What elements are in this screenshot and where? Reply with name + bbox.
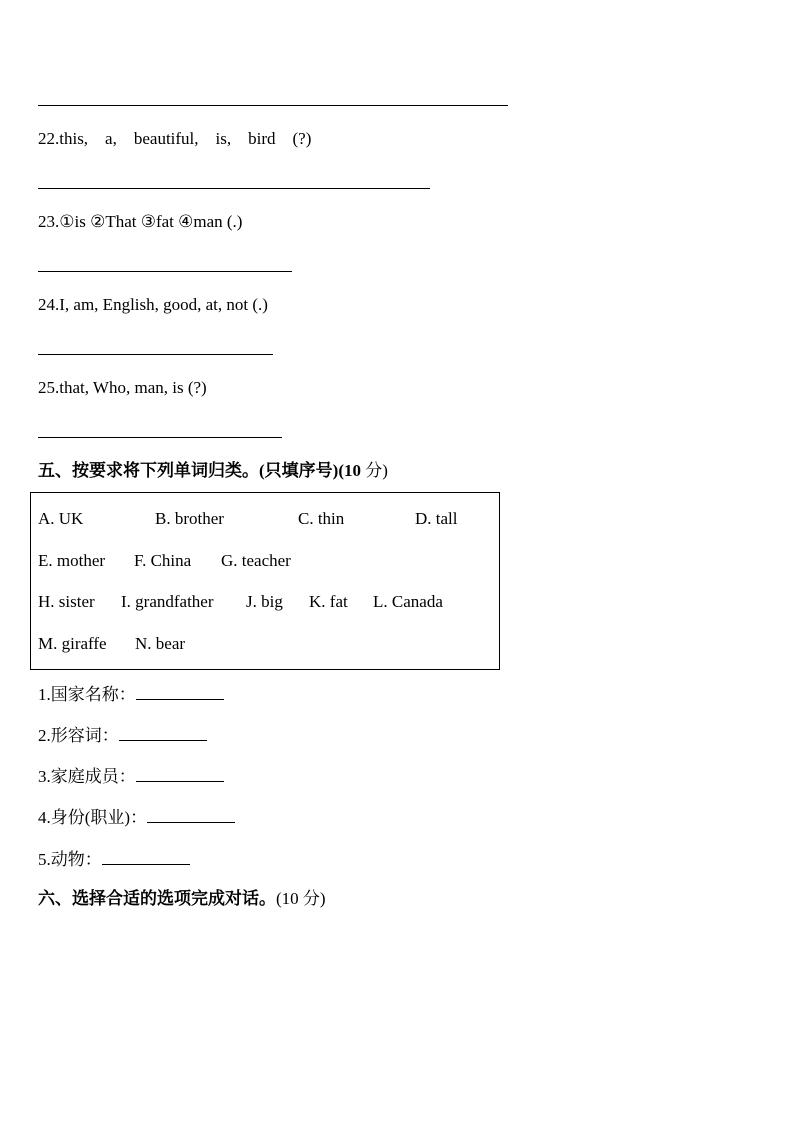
question-22: 22.this, a, beautiful, is, bird (?) (38, 129, 312, 148)
answer-line-21[interactable] (38, 105, 508, 106)
answer-line-24[interactable] (38, 354, 273, 355)
section-5-title-text: 五、按要求将下列单词归类。(只填序号)( (38, 461, 344, 480)
option-i: I. grandfather (121, 592, 214, 611)
option-b: B. brother (155, 509, 224, 528)
category-family (38, 765, 224, 787)
question-24: 24.I, am, English, good, at, not (.) (38, 295, 268, 314)
category-adjectives-label: 2.形容词： (38, 726, 119, 745)
option-e: E. mother (38, 551, 106, 570)
question-25: 25.that, Who, man, is (?) (38, 378, 207, 397)
option-m: M. giraffe (38, 634, 107, 653)
category-occupation (38, 806, 235, 828)
category-family-blank[interactable] (136, 765, 224, 782)
section-5-score-unit: 分) (360, 461, 388, 480)
option-k: K. fat (309, 592, 348, 611)
option-h: H. sister (38, 592, 95, 611)
option-n: N. bear (135, 634, 186, 653)
option-g: G. teacher (221, 551, 291, 570)
category-countries-blank[interactable] (136, 683, 224, 700)
category-animals-label: 5.动物： (38, 850, 102, 869)
option-c: C. thin (298, 509, 345, 528)
category-occupation-blank[interactable] (147, 806, 235, 823)
category-animals-blank[interactable] (102, 848, 190, 865)
option-j: J. big (246, 592, 283, 611)
category-adjectives-blank[interactable] (119, 724, 207, 741)
option-a: A. UK (38, 509, 84, 528)
option-f: F. China (134, 551, 192, 570)
option-d: D. tall (415, 509, 458, 528)
category-adjectives (38, 724, 207, 746)
answer-line-25[interactable] (38, 437, 282, 438)
section-6-title-text: 六、选择合适的选项完成对话。 (38, 889, 276, 908)
section-5-score: 10 (343, 461, 361, 480)
section-6-title (38, 889, 326, 909)
category-family-label: 3.家庭成员： (38, 767, 136, 786)
category-countries-label: 1.国家名称： (38, 685, 136, 704)
category-countries (38, 683, 224, 705)
answer-line-23[interactable] (38, 271, 292, 272)
section-6-score: (10 分) (276, 889, 326, 908)
answer-line-22[interactable] (38, 188, 430, 189)
option-l: L. Canada (373, 592, 443, 611)
category-occupation-label: 4.身份(职业)： (38, 808, 148, 827)
category-animals (38, 848, 190, 870)
section-5-title (38, 461, 388, 481)
question-23: 23.①is ②That ③fat ④man (.) (38, 212, 243, 231)
